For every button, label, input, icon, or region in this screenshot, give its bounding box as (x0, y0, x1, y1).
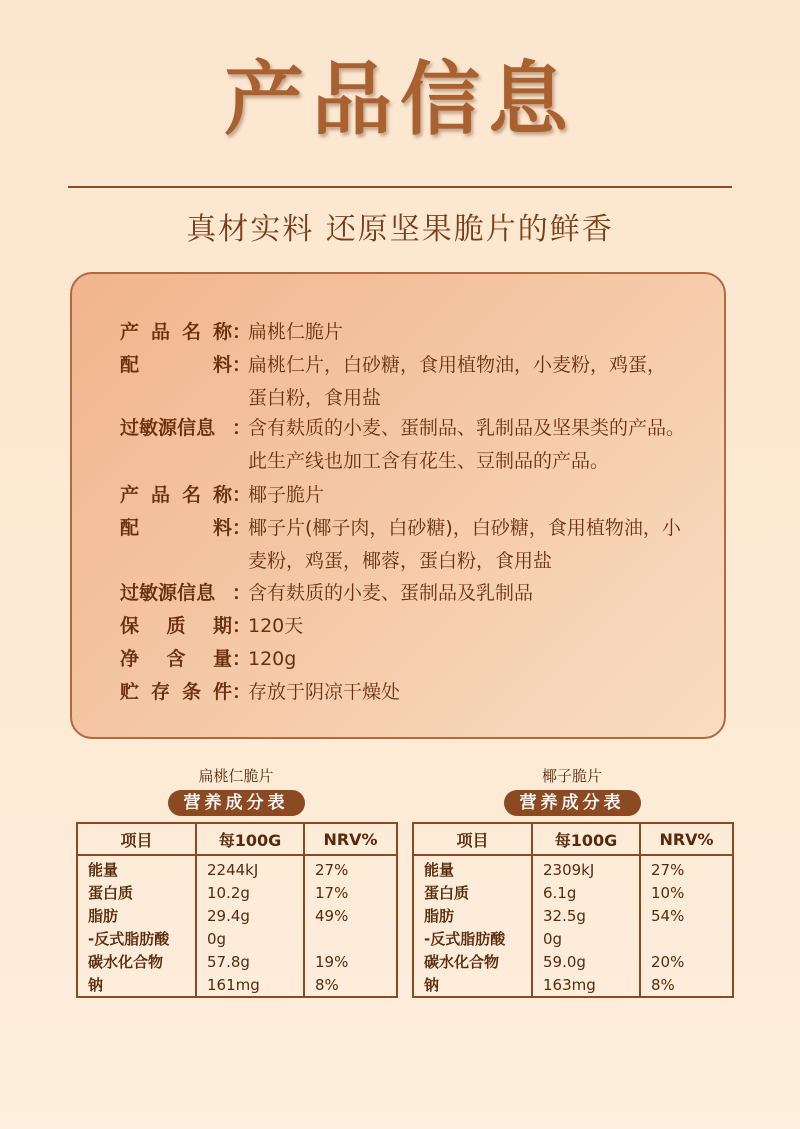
per100g-value: 59.0g (532, 950, 640, 973)
nrv-value (304, 927, 397, 950)
nutrient-name: 蛋白质 (77, 881, 196, 904)
per100g-value: 29.4g (196, 904, 304, 927)
per100g-value: 0g (532, 927, 640, 950)
table-row (77, 973, 397, 997)
info-label (120, 512, 252, 545)
nutrition-product-name: 扁桃仁脆片 (198, 767, 274, 785)
nutrient-name: 脂肪 (413, 904, 532, 927)
value-line: 120g (248, 648, 297, 670)
info-value (248, 676, 712, 709)
per100g-value: 6.1g (532, 881, 640, 904)
col-header-item: 项目 (413, 823, 532, 855)
nutrition-header-almond (76, 766, 396, 816)
label-colon: ： (232, 484, 252, 506)
value-line: 扁桃仁片，白砂糖，食用植物油，小麦粉，鸡蛋， (248, 354, 667, 376)
label-colon: ： (232, 354, 252, 376)
per100g-value: 2309kJ (532, 855, 640, 881)
info-value (248, 643, 712, 676)
info-label (120, 610, 252, 643)
table-row (413, 855, 733, 881)
nrv-value: 54% (651, 906, 685, 925)
value-line: 存放于阴凉干燥处 (248, 681, 401, 703)
col-header-per100g: 每100G (196, 823, 304, 855)
value-line: 麦粉，鸡蛋，椰蓉，蛋白粉，食用盐 (248, 550, 553, 572)
nutrition-table-almond (76, 822, 398, 998)
info-value (248, 316, 712, 349)
value-line: 此生产线也加工含有花生、豆制品的产品。 (248, 450, 610, 472)
value-line: 含有麸质的小麦、蛋制品、乳制品及坚果类的产品。 (248, 417, 686, 439)
value-line: 椰子脆片 (248, 484, 325, 506)
nutrient-name: 碳水化合物 (77, 950, 196, 973)
nutrient-name: 能量 (413, 855, 532, 881)
per100g-value: 161mg (196, 973, 304, 997)
nutrition-badge: 营养成分表 (504, 790, 641, 816)
label-text: 保 质 期 (120, 615, 232, 637)
per100g-value: 163mg (532, 973, 640, 997)
nrv-value: 27% (651, 860, 685, 879)
info-value (248, 610, 712, 643)
info-label (120, 577, 252, 610)
label-text: 配 料 (120, 517, 232, 539)
col-header-nrv: NRV% (640, 823, 733, 855)
value-line: 蛋白粉，食用盐 (248, 387, 382, 409)
page-subtitle: 真材实料 还原坚果脆片的鲜香 (186, 212, 614, 247)
table-header-row (413, 823, 733, 855)
nutrient-name: -反式脂肪酸 (77, 927, 196, 950)
per100g-value: 57.8g (196, 950, 304, 973)
nutrient-name: 能量 (77, 855, 196, 881)
label-colon: ： (232, 517, 252, 539)
nutrition-badge: 营养成分表 (168, 790, 305, 816)
label-text: 产 品 名 称 (120, 321, 232, 343)
label-colon: ： (232, 321, 252, 343)
info-label (120, 676, 252, 709)
nrv-value (640, 927, 733, 950)
info-label (120, 412, 252, 445)
table-row (413, 904, 733, 927)
nutrition-product-name: 椰子脆片 (541, 767, 602, 785)
nutrient-name: 钠 (413, 973, 532, 997)
info-value (248, 349, 712, 415)
label-colon: ： (232, 582, 252, 604)
nutrient-name: -反式脂肪酸 (413, 927, 532, 950)
label-text: 净 含 量 (120, 648, 232, 670)
label-colon: ： (232, 417, 252, 439)
per100g-value: 2244kJ (196, 855, 304, 881)
info-label (120, 349, 252, 382)
label-colon: ： (232, 615, 252, 637)
value-line: 椰子片(椰子肉，白砂糖)，白砂糖，食用植物油，小 (248, 517, 681, 539)
col-header-item: 项目 (77, 823, 196, 855)
title-divider (68, 186, 732, 188)
nrv-value: 19% (315, 952, 349, 971)
info-label (120, 479, 252, 512)
info-value (248, 479, 712, 512)
nutrient-name: 蛋白质 (413, 881, 532, 904)
table-row (413, 973, 733, 997)
table-row (413, 927, 733, 950)
info-label (120, 316, 252, 349)
table-row (413, 881, 733, 904)
per100g-value: 10.2g (196, 881, 304, 904)
per100g-value: 32.5g (532, 904, 640, 927)
product-info-card (70, 272, 726, 739)
table-header-row (77, 823, 397, 855)
value-line: 含有麸质的小麦、蛋制品及乳制品 (248, 582, 534, 604)
info-value (248, 577, 712, 610)
label-text: 贮 存 条 件 (120, 681, 232, 703)
nrv-value: 10% (651, 883, 685, 902)
nutrient-name: 碳水化合物 (413, 950, 532, 973)
value-line: 120天 (248, 615, 304, 637)
per100g-value: 0g (196, 927, 304, 950)
nrv-value: 17% (315, 883, 349, 902)
info-value (248, 512, 712, 578)
nrv-value: 27% (315, 860, 349, 879)
col-header-nrv: NRV% (304, 823, 397, 855)
nutrient-name: 脂肪 (77, 904, 196, 927)
table-row (77, 881, 397, 904)
label-colon: ： (232, 648, 252, 670)
label-text: 配 料 (120, 354, 232, 376)
label-text: 过 敏 源 信 息 (120, 582, 216, 604)
info-label (120, 643, 252, 676)
col-header-per100g: 每100G (532, 823, 640, 855)
nrv-value: 20% (651, 952, 685, 971)
table-row (77, 855, 397, 881)
label-text: 过 敏 源 信 息 (120, 417, 216, 439)
nutrition-table-coconut (412, 822, 734, 998)
nrv-value: 8% (315, 975, 339, 994)
table-row (77, 950, 397, 973)
label-colon: ： (232, 681, 252, 703)
label-text: 产 品 名 称 (120, 484, 232, 506)
info-value (248, 412, 712, 478)
page-title: 产品信息 (224, 53, 576, 146)
table-row (413, 950, 733, 973)
table-row (77, 904, 397, 927)
table-row (77, 927, 397, 950)
nrv-value: 49% (315, 906, 349, 925)
nrv-value: 8% (651, 975, 675, 994)
value-line: 扁桃仁脆片 (248, 321, 344, 343)
nutrient-name: 钠 (77, 973, 196, 997)
nutrition-header-coconut (412, 766, 732, 816)
